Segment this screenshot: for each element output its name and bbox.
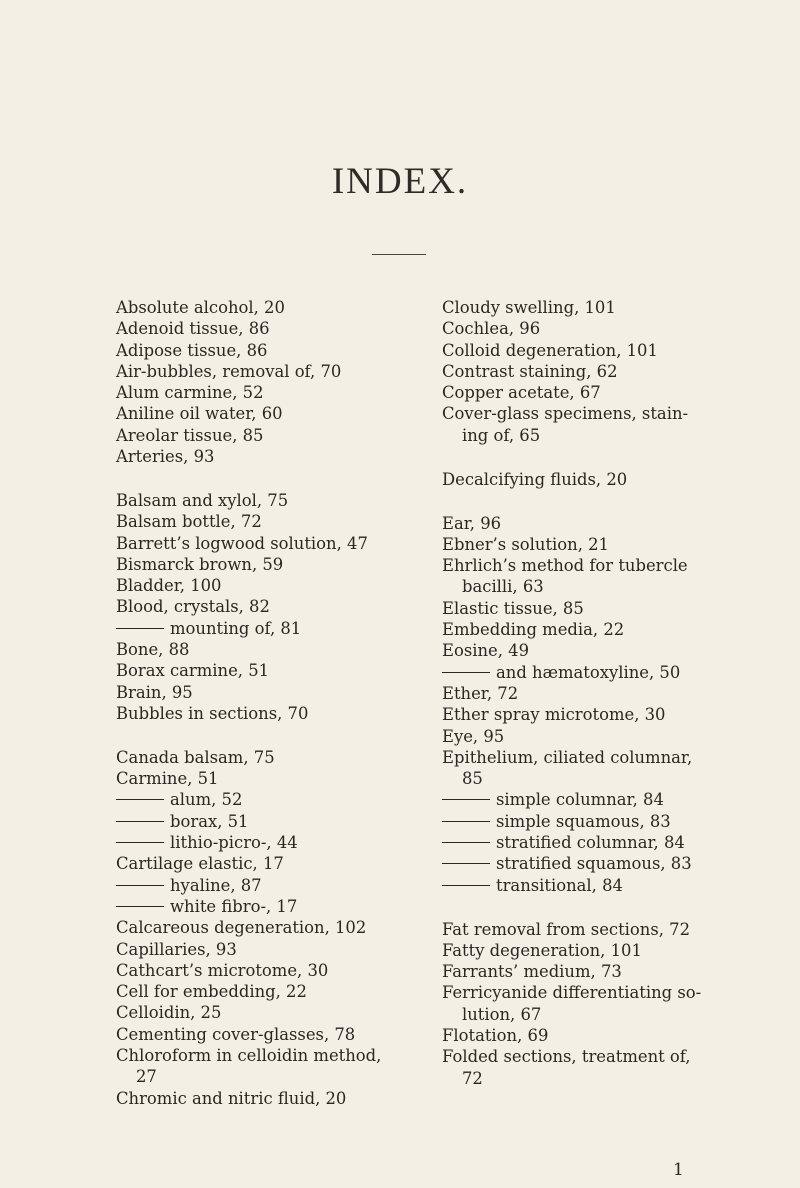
index-entry: Cathcart’s microtome, 30 — [116, 960, 329, 980]
ditto-dash — [442, 842, 490, 843]
index-subentry-text: white fibro-, 17 — [170, 896, 298, 916]
index-subentry — [442, 875, 774, 896]
index-entry: Borax carmine, 51 — [116, 661, 270, 681]
index-entry: Balsam and xylol, 75 — [116, 490, 289, 510]
index-entry-continuation: 85 — [462, 769, 483, 789]
index-entry: Celloidin, 25 — [116, 1003, 222, 1023]
index-entry: Absolute alcohol, 20 — [116, 298, 285, 317]
index-subentry-text: mounting of, 81 — [170, 618, 302, 638]
index-entry: Eosine, 49 — [442, 641, 530, 661]
index-subentry — [442, 811, 774, 832]
index-subentry-text: hyaline, 87 — [170, 875, 262, 895]
index-subentry-text: transitional, 84 — [496, 875, 623, 895]
index-entry-continuation: 27 — [136, 1067, 157, 1087]
index-entry: Cochlea, 96 — [442, 319, 541, 339]
letter-group-gap — [442, 490, 774, 513]
index-entry: Eye, 95 — [442, 726, 505, 746]
index-entry: Fat removal from sections, 72 — [442, 919, 691, 939]
index-entry: Flotation, 69 — [442, 1025, 549, 1045]
index-entry-continuation: 72 — [462, 1068, 483, 1088]
index-entry-continuation: bacilli, 63 — [462, 577, 544, 597]
index-entry: Balsam bottle, 72 — [116, 512, 262, 532]
ditto-dash — [116, 885, 164, 886]
index-entry: Cartilage elastic, 17 — [116, 854, 284, 874]
index-entry: Ebner’s solution, 21 — [442, 534, 609, 554]
ditto-dash — [442, 863, 490, 864]
index-entry: Canada balsam, 75 — [116, 747, 275, 767]
index-entry: Colloid degeneration, 101 — [442, 340, 658, 360]
index-entry: Cell for embedding, 22 — [116, 982, 307, 1002]
index-entry: Bismarck brown, 59 — [116, 554, 284, 574]
ditto-dash — [442, 672, 490, 673]
index-entry: Bladder, 100 — [116, 576, 222, 596]
page-title: INDEX. — [331, 161, 469, 202]
index-entry: Calcareous degeneration, 102 — [116, 918, 367, 938]
index-entry: Contrast staining, 62 — [442, 361, 618, 381]
index-entry: Adipose tissue, 86 — [116, 340, 268, 360]
index-entry: Bubbles in sections, 70 — [116, 703, 309, 723]
index-entry: Alum carmine, 52 — [116, 383, 264, 403]
index-entry: Elastic tissue, 85 — [442, 598, 584, 618]
index-subentry-text: stratified squamous, 83 — [496, 854, 692, 874]
index-entry: Ether, 72 — [442, 683, 519, 703]
index-entry: Arteries, 93 — [116, 447, 215, 467]
index-entry: Farrants’ medium, 73 — [442, 962, 622, 982]
index-entry: Blood, crystals, 82 — [116, 597, 270, 617]
ditto-dash — [116, 842, 164, 843]
index-entry: Capillaries, 93 — [116, 939, 237, 959]
letter-group-gap — [442, 446, 774, 469]
index-entry: Chromic and nitric fluid, 20 — [116, 1088, 347, 1108]
index-subentry — [442, 853, 774, 874]
index-entry: Ehrlich’s method for tubercle — [442, 556, 688, 576]
index-subentry — [116, 811, 446, 832]
index-subentry — [442, 832, 774, 853]
index-subentry — [116, 789, 446, 810]
index-subentry-text: simple columnar, 84 — [496, 790, 664, 810]
index-entry: Ether spray microtome, 30 — [442, 705, 666, 725]
index-subentry — [442, 662, 774, 683]
index-entry: Ferricyanide differentiating so- — [442, 983, 702, 1003]
ditto-dash — [442, 885, 490, 886]
index-subentry — [116, 832, 446, 853]
index-entry: Carmine, 51 — [116, 769, 219, 789]
title-rule — [372, 254, 426, 255]
index-entry: Cloudy swelling, 101 — [442, 298, 616, 317]
index-subentry-text: stratified columnar, 84 — [496, 833, 685, 853]
index-entry: Embedding media, 22 — [442, 620, 625, 640]
index-column-right — [442, 297, 774, 1089]
index-entry: Air-bubbles, removal of, 70 — [116, 361, 342, 381]
ditto-dash — [442, 821, 490, 822]
index-entry: Adenoid tissue, 86 — [116, 319, 270, 339]
index-subentry-text: borax, 51 — [170, 811, 249, 831]
index-entry: Decalcifying fluids, 20 — [442, 469, 628, 489]
letter-group-gap — [116, 724, 446, 747]
index-subentry — [116, 618, 446, 639]
index-subentry-text: simple squamous, 83 — [496, 811, 671, 831]
index-subentry — [442, 789, 774, 810]
index-entry: Epithelium, ciliated columnar, — [442, 747, 693, 767]
index-entry: Copper acetate, 67 — [442, 383, 601, 403]
index-entry: Ear, 96 — [442, 513, 502, 533]
index-entry: Folded sections, treatment of, — [442, 1047, 691, 1067]
index-entry: Chloroform in celloidin method, — [116, 1045, 382, 1065]
ditto-dash — [116, 906, 164, 907]
index-subentry — [116, 896, 446, 917]
index-entry-continuation: lution, 67 — [462, 1004, 542, 1024]
ditto-dash — [116, 628, 164, 629]
index-subentry-text: lithio-picro-, 44 — [170, 833, 298, 853]
index-subentry-text: alum, 52 — [170, 790, 243, 810]
letter-group-gap — [116, 467, 446, 490]
index-entry: Cover-glass specimens, stain- — [442, 404, 689, 424]
letter-group-gap — [442, 896, 774, 919]
ditto-dash — [442, 799, 490, 800]
ditto-dash — [116, 799, 164, 800]
index-entry: Brain, 95 — [116, 682, 193, 702]
index-entry: Areolar tissue, 85 — [116, 425, 264, 445]
ditto-dash — [116, 821, 164, 822]
index-column-left — [116, 297, 446, 1109]
index-entry-continuation: ing of, 65 — [462, 425, 541, 445]
index-entry: Fatty degeneration, 101 — [442, 940, 642, 960]
index-entry: Cementing cover-glasses, 78 — [116, 1024, 356, 1044]
index-subentry — [116, 875, 446, 896]
index-subentry-text: and hæmatoxyline, 50 — [496, 662, 681, 682]
index-entry: Bone, 88 — [116, 640, 190, 660]
index-entry: Barrett’s logwood solution, 47 — [116, 533, 368, 553]
index-entry: Aniline oil water, 60 — [116, 404, 283, 424]
page-number: 1 — [673, 1160, 684, 1180]
